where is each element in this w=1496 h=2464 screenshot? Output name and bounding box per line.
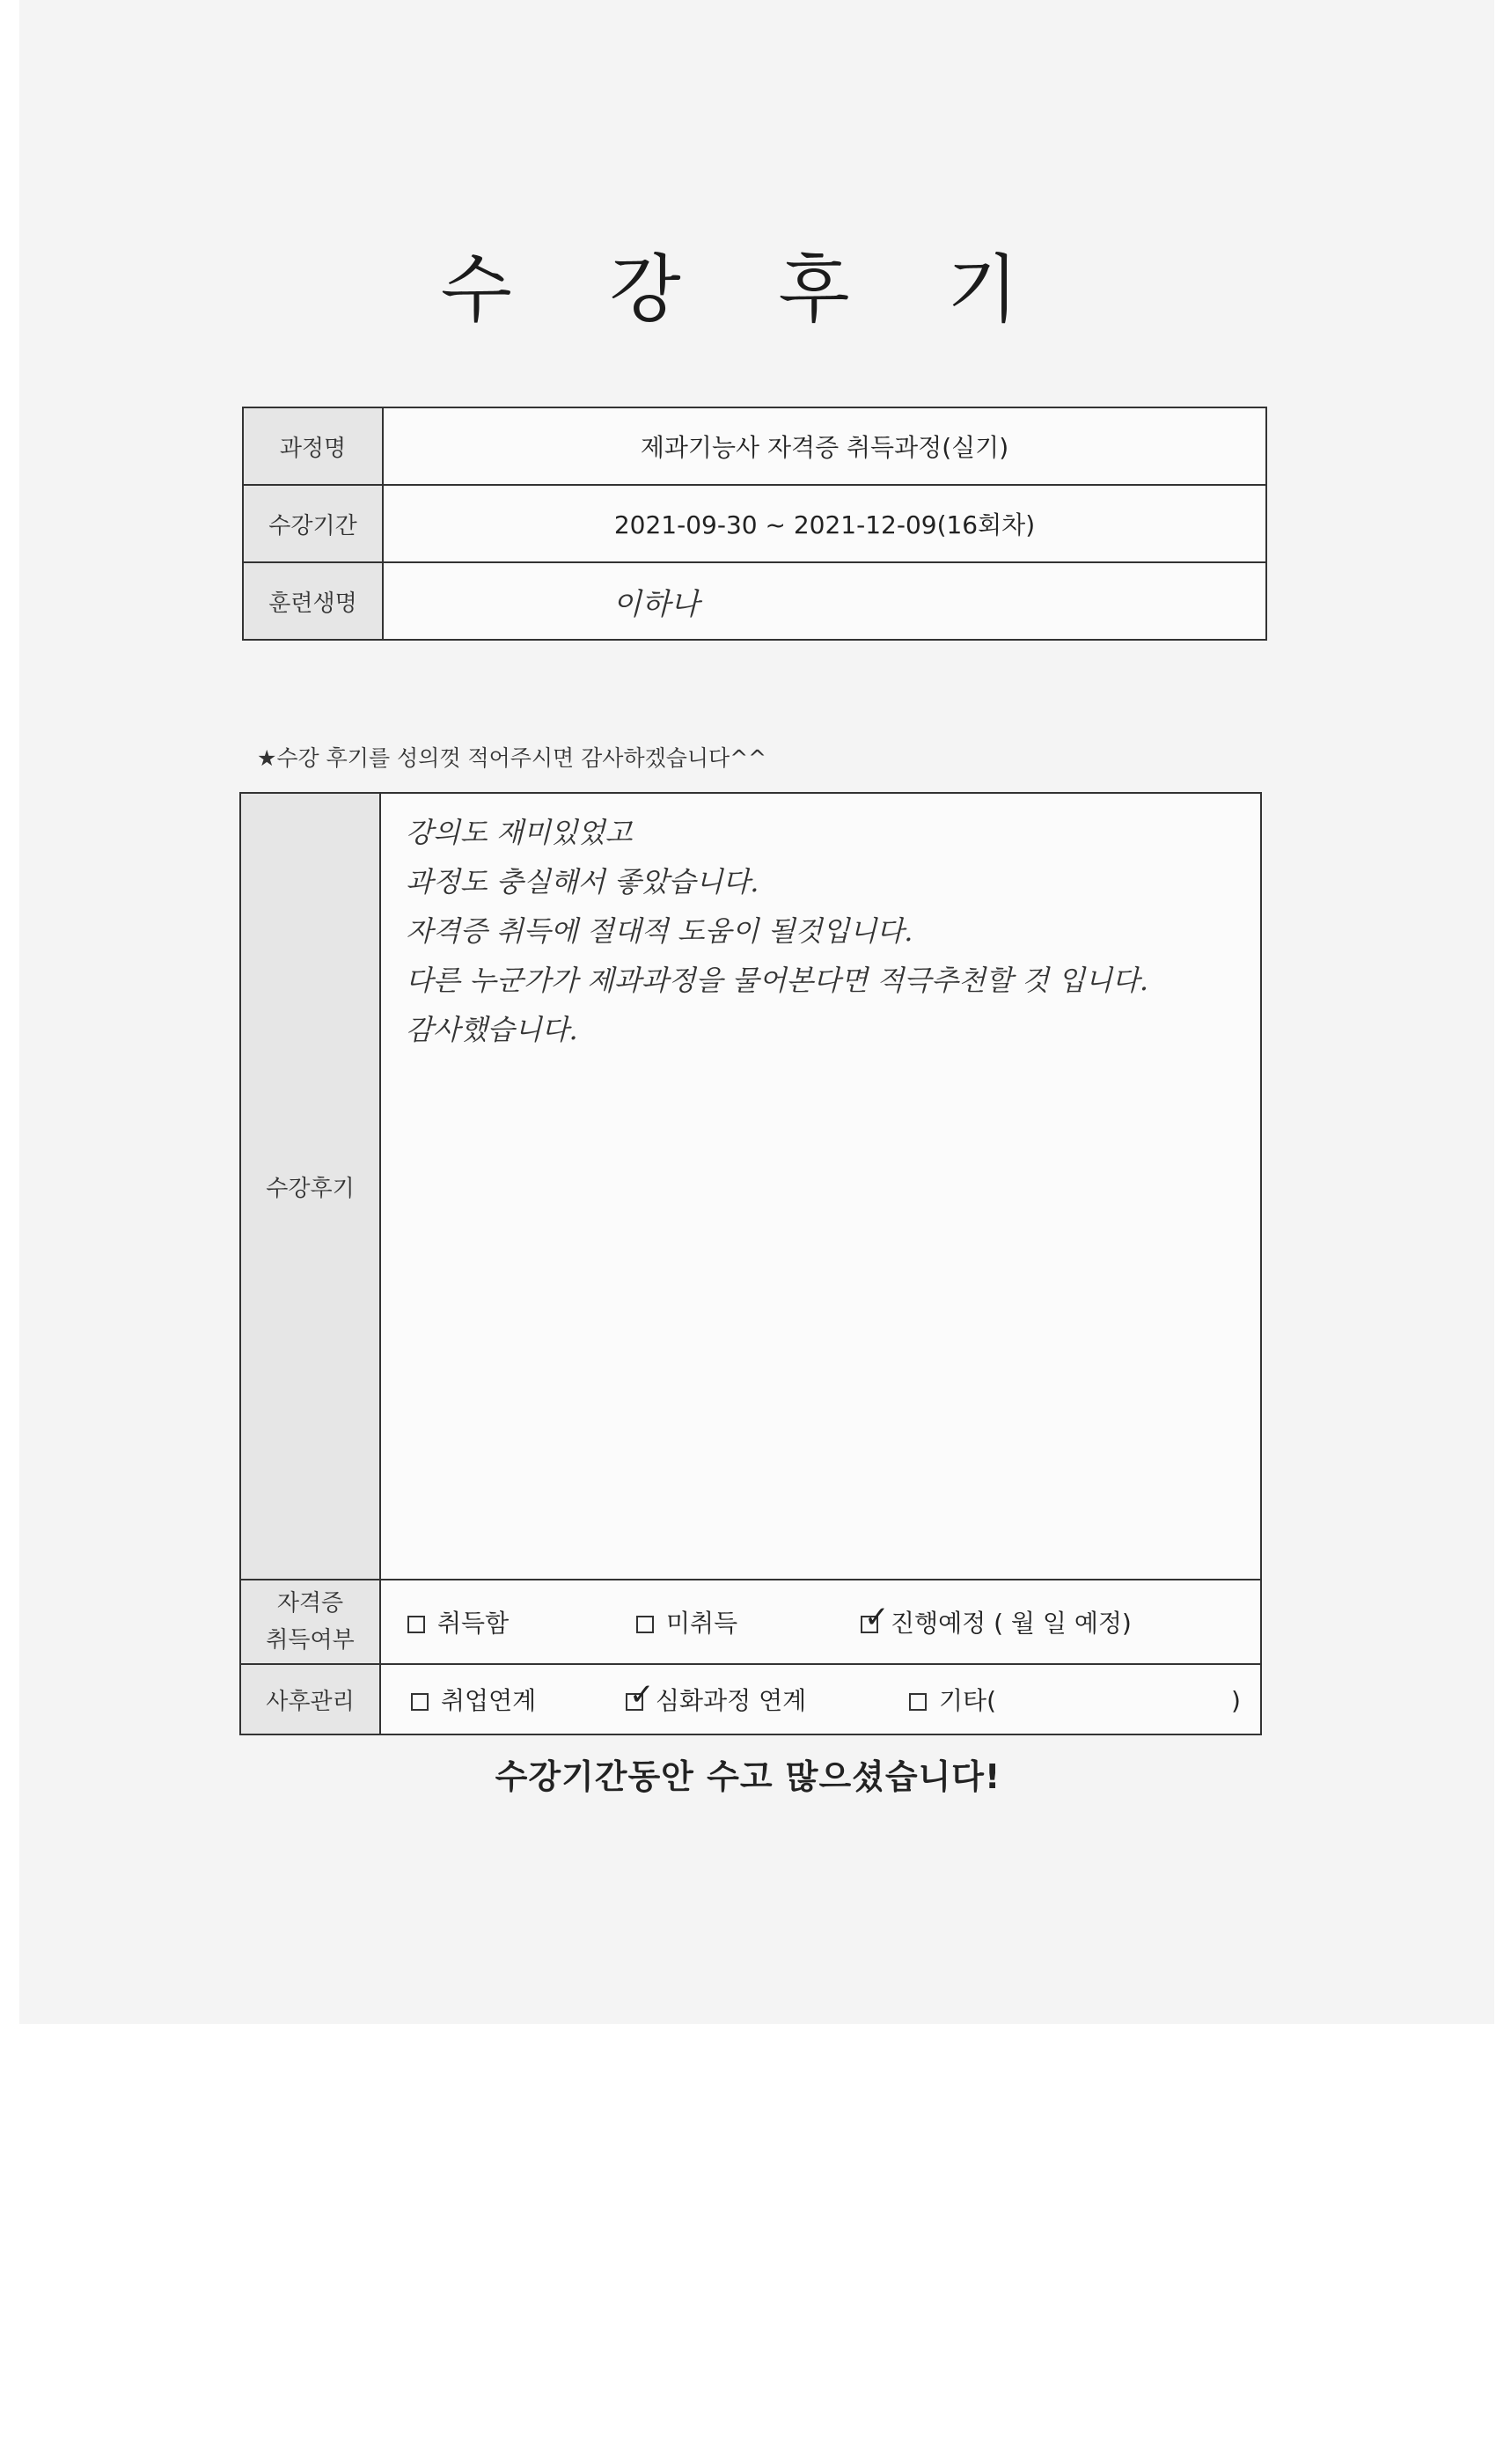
certificate-option-planned[interactable]: ✓ 진행예정 ( 월 일 예정) bbox=[861, 1604, 1132, 1639]
review-label: 수강후기 bbox=[240, 793, 380, 1580]
checkbox[interactable] bbox=[636, 1616, 654, 1633]
checkbox[interactable] bbox=[407, 1616, 425, 1633]
aftercare-option-other[interactable]: 기타( ) bbox=[909, 1682, 1241, 1717]
trainee-row bbox=[243, 562, 1266, 640]
course-info-table bbox=[242, 407, 1267, 641]
certificate-label: 자격증 취득여부 bbox=[240, 1580, 380, 1664]
period-label: 수강기간 bbox=[243, 485, 383, 562]
checkbox[interactable] bbox=[411, 1693, 429, 1711]
aftercare-row bbox=[240, 1664, 1261, 1734]
course-label: 과정명 bbox=[243, 407, 383, 485]
review-table bbox=[239, 792, 1262, 1735]
review-line: 강의도 재미있었고 bbox=[406, 816, 633, 849]
review-line: 감사했습니다. bbox=[406, 1013, 578, 1046]
checkbox[interactable] bbox=[909, 1693, 927, 1711]
trainee-label: 훈련생명 bbox=[243, 562, 383, 640]
review-line: 자격증 취득에 절대적 도움이 될것입니다. bbox=[406, 914, 913, 948]
checkbox-checked[interactable] bbox=[626, 1693, 643, 1711]
certificate-option-acquired[interactable]: 취득함 bbox=[407, 1604, 509, 1639]
aftercare-options bbox=[380, 1664, 1261, 1734]
aftercare-option-employment[interactable]: 취업연계 bbox=[411, 1682, 536, 1717]
period-value: 2021-09-30 ~ 2021-12-09(16회차) bbox=[383, 485, 1266, 562]
certificate-option-not-acquired[interactable]: 미취득 bbox=[636, 1604, 737, 1639]
checkbox-checked[interactable] bbox=[861, 1616, 878, 1633]
trainee-name-handwritten: 이하나 bbox=[612, 586, 700, 622]
certificate-options bbox=[380, 1580, 1261, 1664]
instruction-note: ★수강 후기를 성의껏 적어주시면 감사하겠습니다^^ bbox=[257, 745, 767, 771]
review-text-area[interactable] bbox=[380, 793, 1261, 1580]
period-row bbox=[243, 485, 1266, 562]
closing-message: 수강기간동안 수고 많으셨습니다! bbox=[495, 1757, 1001, 1796]
aftercare-option-advanced-course[interactable]: ✓ 심화과정 연계 bbox=[626, 1682, 806, 1717]
certificate-row bbox=[240, 1580, 1261, 1664]
review-row bbox=[240, 793, 1261, 1580]
aftercare-label: 사후관리 bbox=[240, 1664, 380, 1734]
course-value: 제과기능사 자격증 취득과정(실기) bbox=[383, 407, 1266, 485]
page-title: 수 강 후 기 bbox=[440, 246, 1056, 333]
course-row bbox=[243, 407, 1266, 485]
review-line: 다른 누군가가 제과과정을 물어본다면 적극추천할 것 입니다. bbox=[406, 964, 1149, 997]
review-line: 과정도 충실해서 좋았습니다. bbox=[406, 865, 759, 898]
